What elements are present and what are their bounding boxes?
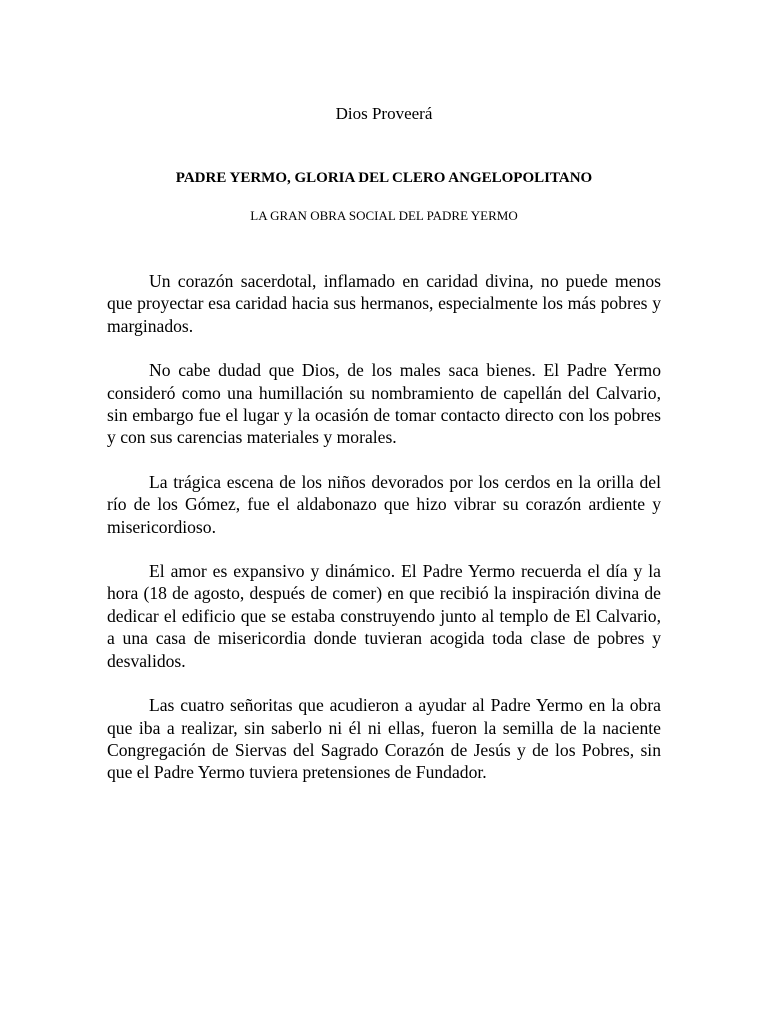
paragraph-2: No cabe dudad que Dios, de los males saca bienes. El Padre Yermo consideró como una humillación su nombramiento de capellán del Calvario, sin embargo fue el lugar y la ocasión de tomar contacto directo con los pobres y con sus carencias materiales y morales. — [107, 360, 661, 448]
document-title: Dios Proveerá — [335, 104, 433, 123]
paragraph-4: El amor es expansivo y dinámico. El Padre Yermo recuerda el día y la hora (18 de agosto, después de comer) en que recibió la inspiración divina de dedicar el edificio que se estaba construyendo junto al templo de El Calvario, a una casa de misericordia donde tuvieran acogida toda clase de pobres y desvalidos. — [107, 561, 661, 671]
paragraph-1: Un corazón sacerdotal, inflamado en caridad divina, no puede menos que proyectar esa caridad hacia sus hermanos, especialmente los más pobres y marginados. — [107, 271, 661, 336]
paragraph-3: La trágica escena de los niños devorados por los cerdos en la orilla del río de los Gómez, fue el aldabonazo que hizo vibrar su corazón ardiente y misericordioso. — [107, 471, 661, 537]
paragraph-5: Las cuatro señoritas que acudieron a ayudar al Padre Yermo en la obra que iba a realizar, sin saberlo ni él ni ellas, fueron la semilla de la naciente Congregación de Siervas del Sagrado Corazón de Jesús y de los Pobres, sin que el Padre Yermo tuviera pretensiones de Fundador. — [107, 695, 661, 783]
document-body — [107, 270, 661, 806]
document-subheading: LA GRAN OBRA SOCIAL DEL PADRE YERMO — [250, 208, 518, 223]
document-heading: PADRE YERMO, GLORIA DEL CLERO ANGELOPOLITANO — [175, 170, 593, 186]
